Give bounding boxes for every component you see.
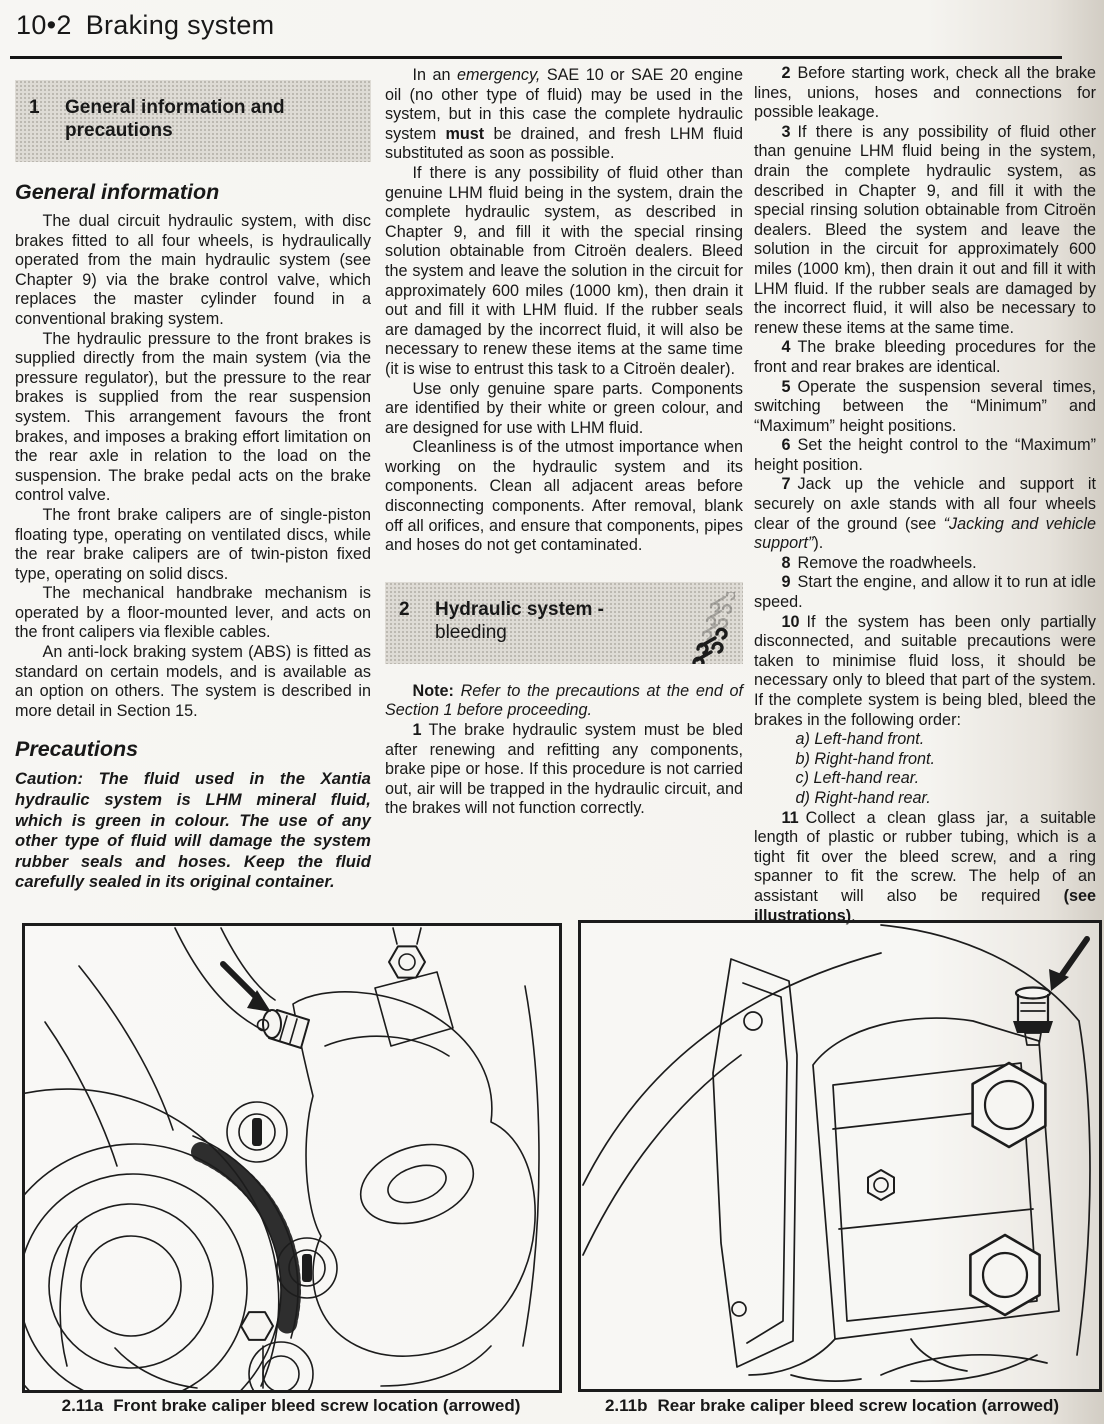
figure-rear-caliper-illustration (578, 920, 1102, 1392)
chapter-title: Braking system (85, 10, 275, 40)
bleed-order-c: c) Left-hand rear. (795, 769, 920, 788)
section-1-number: 1 (29, 97, 40, 118)
step-4: 4 The brake bleeding procedures for the front and rear brakes are identical. (754, 338, 1096, 376)
step-9: 9 Start the engine, and allow it to run at idle speed. (754, 573, 1096, 612)
heading-precautions: Precautions (15, 737, 139, 762)
column-3 (754, 64, 1096, 926)
heading-general-information: General information (15, 180, 220, 204)
step-6: 6 Set the height control to the “Maximum” height position. (754, 436, 1096, 474)
section-2-number: 2 (399, 598, 410, 620)
para-calipers: The front brake calipers are of single-piston floating type, operating on ventilated discs, while the rear brake calipers are of twin-piston fixed type, operating on solid discs. (15, 505, 371, 583)
step-10: 10 If the system has been only partially disconnected, and suitable precautions were taken to minimise fluid loss, it should be necessary only to bleed that part of the system. If the complete system is being bled, bleed the brakes in the following order: (754, 612, 1096, 729)
para-handbrake: The mechanical handbrake mechanism is operated by a floor-mounted lever, and acts on the front calipers via flexible cables. (15, 584, 371, 642)
step-11: 11 Collect a clean glass jar, a suitable length of plastic or rubber tubing, which is a tight fit over the bleed screw, and a ring spanner to fit the screw. The help of an assistant will also be required (see illustrations). (754, 808, 1096, 925)
caption-rear-caliper: 2.11b Rear brake caliper bleed screw location (arrowed) (604, 1396, 1060, 1415)
note-paragraph: Note: Refer to the precautions at the end of Section 1 before proceeding. (385, 681, 743, 720)
step-5: 5 Operate the suspension several times, switching between the “Minimum” and “Maximum” height positions. (754, 377, 1096, 435)
page-header (16, 10, 274, 41)
bleed-order-d: d) Right-hand rear. (795, 788, 931, 807)
bleed-order-a: a) Left-hand front. (795, 730, 925, 749)
section-2-title: Hydraulic system - bleeding (435, 598, 604, 643)
difficulty-spanners-icon (689, 592, 735, 664)
section-1-box (15, 80, 371, 162)
section-1-title: General information and precautions (65, 97, 285, 141)
para-spare-parts: Use only genuine spare parts. Components are identified by their white or green colour, and are designed for use with LHM fluid. (385, 379, 743, 437)
bleed-order-b: b) Right-hand front. (795, 749, 935, 768)
step-8: 8 Remove the roadwheels. (781, 553, 977, 572)
figure-front-caliper-illustration (22, 923, 562, 1393)
para-emergency-oil: In an emergency, SAE 10 or SAE 20 engine oil (no other type of fluid) may be used in the system, but in this case the complete hydraulic system must be drained, and fresh LHM fluid substituted as soon as possible. (385, 66, 744, 163)
step-7: 7 Jack up the vehicle and support it securely on axle stands with all four wheels clear of the ground (see “Jacking and vehicle support”). (754, 475, 1096, 553)
caption-front-caliper: 2.11a Front brake caliper bleed screw location (arrowed) (61, 1396, 521, 1415)
step-1: 1 The brake hydraulic system must be bled after renewing and refitting any components, brake pipe or hose. If this procedure is not carried out, air will be trapped in the hydraulic circuit, and the brakes will not function correctly. (385, 721, 743, 818)
page-number: 10•2 (16, 10, 72, 40)
step-2: 2 Before starting work, check all the brake lines, unions, hoses and connections for possible leakage. (754, 64, 1096, 122)
para-abs: An anti-lock braking system (ABS) is fitted as standard on certain models, and is available as an option on others. The system is described in more detail in Section 15. (15, 643, 371, 720)
rear-bleed-screw-arrow-icon (1049, 939, 1087, 991)
para-cleanliness: Cleanliness is of the utmost importance when working on the hydraulic system and its components. Clean all adjacent areas before disconnecting components. After removal, blank off all orifices, and ensure that components, pipes and hoses do not get contaminated. (385, 438, 743, 555)
header-rule (10, 56, 1062, 59)
para-hydraulic-pressure: The hydraulic pressure to the front brakes is supplied directly from the main system (via the pressure regulator), but the pressure to the rear brakes is supplied from the rear suspension system. This arrangement favours the front brakes, and imposes a braking effort limitation on the rear axle in relation to the load on the suspension. The brake pedal acts on the brake control valve. (15, 329, 371, 505)
step-3: 3 If there is any possibility of fluid other than genuine LHM fluid being in the system, drain the complete hydraulic system, as described in Chapter 9, and fill it with the special rinsing solution obtainable from Citroën dealers. Bleed the system and leave the solution in the circuit for approximately 600 miles (1000 km), then drain it out and fill it with LHM fluid. If the rubber seals are damaged by the incorrect fluid, it will also be necessary to renew these items at the same time. (754, 122, 1096, 337)
section-2-box (385, 582, 743, 664)
column-2 (385, 66, 743, 819)
caution-text: Caution: The fluid used in the Xantia hydraulic system is LHM mineral fluid, which is green in colour. The use of any other type of fluid will damage the system rubber seals and hoses. Keep the fluid carefully sealed in its original container. (15, 769, 371, 892)
column-1 (15, 80, 371, 893)
para-rinsing: If there is any possibility of fluid other than genuine LHM fluid being in the system, drain the complete hydraulic system, as described in Chapter 9, and fill it with the special rinsing solution obtainable from Citroën dealers. Bleed the system and leave the solution in the circuit for approximately 600 miles (1000 km), then drain it out and fill it with LHM fluid. If the rubber seals are damaged by the incorrect fluid, it will also be necessary to renew these items at the same time (it is wise to entrust this task to a Citroën dealer). (385, 163, 743, 378)
para-dual-circuit: The dual circuit hydraulic system, with disc brakes fitted to all four wheels, is hydraulically operated from the main hydraulic system (see Chapter 9) via the brake control valve, which replaces the master cylinder found in a conventional braking system. (15, 212, 371, 328)
